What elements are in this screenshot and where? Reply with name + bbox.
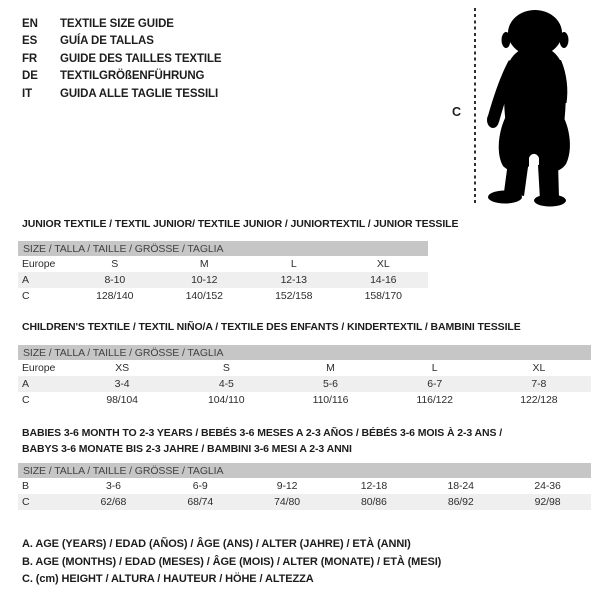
size-cell: 10-12 bbox=[160, 272, 250, 288]
table-row-height bbox=[18, 288, 428, 304]
lang-row-en bbox=[22, 16, 222, 33]
height-label-c: C bbox=[452, 105, 462, 119]
size-cell: 14-16 bbox=[339, 272, 429, 288]
size-cell: 140/152 bbox=[185, 290, 223, 302]
children-size-table bbox=[18, 345, 591, 408]
size-cell: 24-36 bbox=[534, 480, 561, 492]
table-row-age bbox=[18, 272, 428, 288]
legend-line-c: C. (cm) HEIGHT / ALTURA / HAUTEUR / HÖHE / ALTEZZA bbox=[22, 573, 314, 586]
size-cell: 9-12 bbox=[276, 480, 298, 492]
size-cell: L bbox=[290, 258, 297, 270]
babies-title-line2: BABYS 3-6 MONATE BIS 2-3 JAHRE / BAMBINI 3-6 MESI A 2-3 ANNI bbox=[22, 442, 352, 455]
size-cell: 4-5 bbox=[174, 376, 278, 392]
babies-title-line1: BABIES 3-6 MONTH TO 2-3 YEARS / BEBÉS 3-6 MESES A 2-3 AÑOS / BÉBÉS 3-6 MOIS À 2-3 ANS / bbox=[22, 427, 503, 439]
row-label: C bbox=[22, 394, 30, 406]
size-cell: 7-8 bbox=[487, 376, 591, 392]
size-cell: 122/128 bbox=[520, 394, 558, 406]
table-row-height bbox=[18, 392, 591, 408]
size-cell: XS bbox=[115, 362, 129, 374]
size-cell: 62/68 bbox=[70, 494, 157, 510]
legend bbox=[22, 536, 441, 589]
lang-code: EN bbox=[22, 18, 38, 30]
size-header-label: SIZE / TALLA / TAILLE / GRÖSSE / TAGLIA bbox=[18, 463, 591, 478]
height-dotted-line bbox=[474, 8, 476, 206]
size-cell: 18-24 bbox=[447, 480, 474, 492]
babies-table-title bbox=[22, 426, 502, 457]
size-cell: 12-18 bbox=[360, 480, 388, 492]
size-cell: 74/80 bbox=[244, 494, 331, 510]
size-cell: L bbox=[431, 362, 438, 374]
lang-row-de bbox=[22, 68, 222, 85]
table-row-europe bbox=[18, 360, 591, 376]
lang-code: IT bbox=[22, 87, 33, 100]
lang-title: TEXTILGRÖßENFÜHRUNG bbox=[60, 70, 205, 83]
lang-code: ES bbox=[22, 35, 38, 48]
size-cell: 152/158 bbox=[275, 290, 313, 302]
language-list bbox=[22, 16, 222, 103]
size-cell: 92/98 bbox=[504, 494, 591, 510]
lang-row-it bbox=[22, 86, 222, 103]
children-table-title: CHILDREN'S TEXTILE / TEXTIL NIÑO/A / TEXTILE DES ENFANTS / KINDERTEXTIL / BAMBINI TESSILE bbox=[22, 321, 521, 333]
size-header-row bbox=[18, 345, 591, 360]
size-cell: M bbox=[326, 362, 335, 374]
row-label: A bbox=[18, 376, 70, 392]
baby-silhouette-icon bbox=[478, 8, 574, 208]
size-cell: 104/110 bbox=[208, 394, 245, 406]
size-cell: 80/86 bbox=[330, 494, 417, 510]
size-cell: 6-7 bbox=[383, 376, 487, 392]
size-cell: S bbox=[111, 258, 119, 270]
table-row-age-months bbox=[18, 478, 591, 494]
size-cell: 158/170 bbox=[364, 290, 402, 302]
table-row-europe bbox=[18, 256, 428, 272]
lang-row-fr bbox=[22, 51, 222, 68]
size-cell: XL bbox=[376, 258, 390, 270]
size-header-row bbox=[18, 463, 591, 478]
size-header-label: SIZE / TALLA / TAILLE / GRÖSSE / TAGLIA bbox=[18, 345, 591, 360]
size-header-label: SIZE / TALLA / TAILLE / GRÖSSE / TAGLIA bbox=[18, 241, 428, 256]
size-cell: 3-4 bbox=[70, 376, 174, 392]
size-cell: 116/122 bbox=[416, 394, 453, 406]
table-row-height bbox=[18, 494, 591, 510]
row-label: C bbox=[18, 494, 70, 510]
lang-title: TEXTILE SIZE GUIDE bbox=[60, 18, 174, 30]
row-label: Europe bbox=[22, 362, 56, 374]
size-cell: 128/140 bbox=[96, 290, 134, 302]
lang-code: DE bbox=[22, 70, 38, 83]
row-label: B bbox=[22, 480, 29, 492]
row-label: C bbox=[22, 290, 30, 302]
size-cell: 98/104 bbox=[106, 394, 138, 406]
size-cell: 6-9 bbox=[192, 480, 208, 492]
legend-line-a: A. AGE (YEARS) / EDAD (AÑOS) / ÂGE (ANS) / ALTER (JAHRE) / ETÀ (ANNI) bbox=[22, 538, 411, 550]
junior-size-table bbox=[18, 241, 428, 304]
row-label: A bbox=[18, 272, 70, 288]
size-header-row bbox=[18, 241, 428, 256]
size-cell: 5-6 bbox=[278, 376, 382, 392]
size-cell: S bbox=[222, 362, 230, 374]
size-cell: 8-10 bbox=[70, 272, 160, 288]
size-cell: XL bbox=[532, 362, 546, 374]
size-cell: M bbox=[199, 258, 209, 270]
legend-line-b: B. AGE (MONTHS) / EDAD (MESES) / ÂGE (MOIS) / ALTER (MONATE) / ETÀ (MESI) bbox=[22, 555, 442, 568]
row-label: Europe bbox=[22, 258, 56, 270]
lang-title: GUÍA DE TALLAS bbox=[60, 35, 154, 48]
lang-title: GUIDE DES TAILLES TEXTILE bbox=[60, 52, 222, 65]
table-row-age bbox=[18, 376, 591, 392]
junior-table-title: JUNIOR TEXTILE / TEXTIL JUNIOR/ TEXTILE JUNIOR / JUNIORTEXTIL / JUNIOR TESSILE bbox=[22, 218, 459, 230]
babies-size-table bbox=[18, 463, 591, 510]
size-cell: 68/74 bbox=[157, 494, 244, 510]
size-cell: 110/116 bbox=[312, 394, 349, 406]
size-cell: 3-6 bbox=[105, 480, 121, 492]
size-cell: 12-13 bbox=[249, 272, 339, 288]
lang-row-es bbox=[22, 33, 222, 50]
lang-title: GUIDA ALLE TAGLIE TESSILI bbox=[60, 87, 219, 100]
lang-code: FR bbox=[22, 52, 38, 65]
size-cell: 86/92 bbox=[417, 494, 504, 510]
